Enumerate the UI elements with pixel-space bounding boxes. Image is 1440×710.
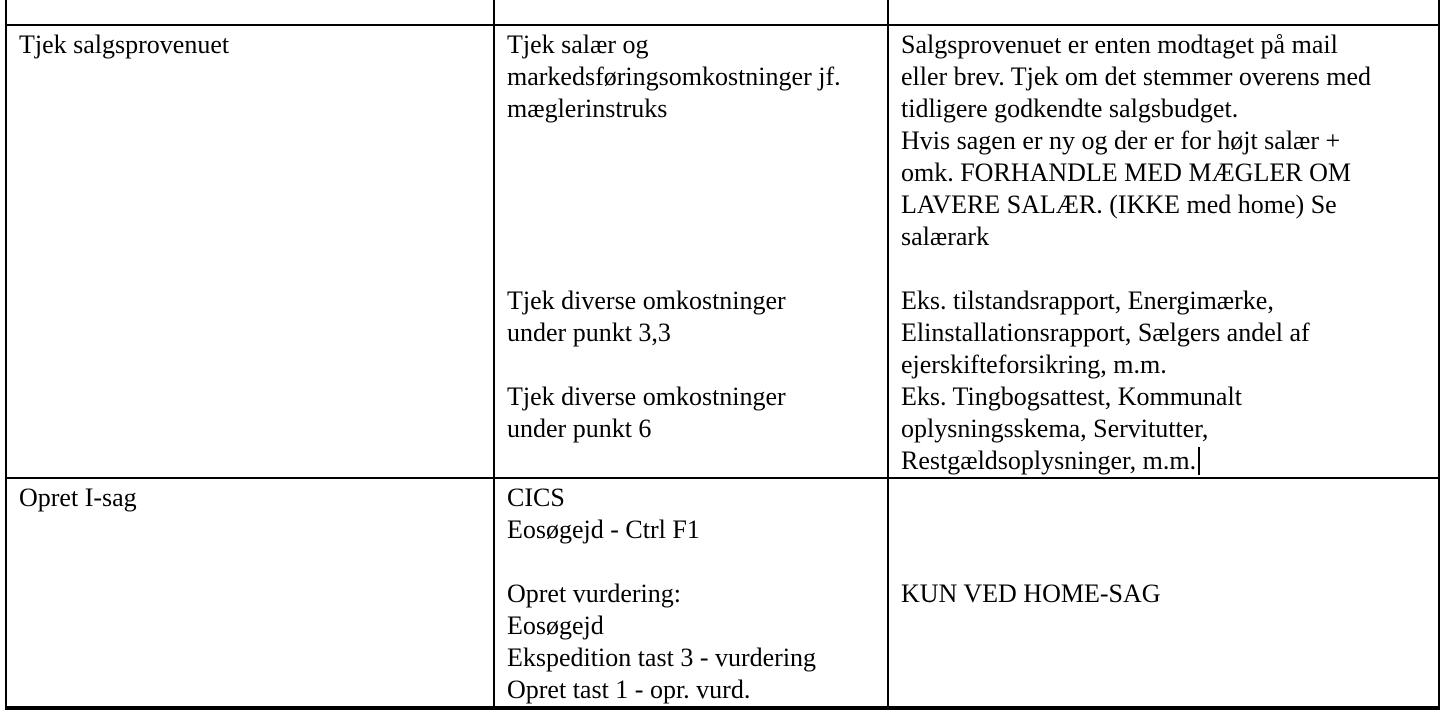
text-line: under punkt 6 xyxy=(507,414,652,443)
notes-cell-empty[interactable] xyxy=(888,0,1439,25)
text-line: markedsføringsomkostninger jf. xyxy=(507,62,841,91)
text-line: Elinstallationsrapport, Sælgers andel af xyxy=(901,318,1310,347)
text-line xyxy=(507,125,879,157)
text-line: salærark xyxy=(901,222,990,251)
text-line: mæglerinstruks xyxy=(507,94,668,123)
text-line xyxy=(507,253,879,285)
notes-cell-tjek-salgsprovenuet[interactable] xyxy=(888,25,1439,478)
text-line: Eks. Tingbogsattest, Kommunalt xyxy=(901,382,1242,411)
notes-cell-opret-i-sag[interactable] xyxy=(888,478,1439,708)
text-line: omk. FORHANDLE MED MÆGLER OM xyxy=(901,158,1351,187)
text-line xyxy=(901,253,1430,285)
text-line xyxy=(901,546,1430,578)
procedure-cell-tjek-salgsprovenuet[interactable] xyxy=(494,25,888,478)
text-line: Tjek salgsprovenuet xyxy=(19,30,230,59)
procedure-cell-empty[interactable] xyxy=(494,0,888,25)
text-line: Opret tast 1 - opr. vurd. xyxy=(507,675,751,704)
text-line: Tjek diverse omkostninger xyxy=(507,382,786,411)
text-line: Eosøgejd - Ctrl F1 xyxy=(507,515,700,544)
text-line: oplysningsskema, Servitutter, xyxy=(901,414,1209,443)
text-line: KUN VED HOME-SAG xyxy=(901,579,1161,608)
text-line: under punkt 3,3 xyxy=(507,318,671,347)
text-line: Ekspedition tast 3 - vurdering xyxy=(507,643,817,672)
table-row-partial-top xyxy=(6,0,1439,25)
table-row-tjek-salgsprovenuet xyxy=(6,25,1439,478)
text-line: Tjek diverse omkostninger xyxy=(507,286,786,315)
task-cell-opret-i-sag[interactable] xyxy=(6,478,494,708)
text-line xyxy=(507,157,879,189)
text-line xyxy=(507,546,879,578)
text-line: Hvis sagen er ny og der er for højt salær + xyxy=(901,126,1341,155)
text-line: Opret I-sag xyxy=(19,483,137,512)
text-line xyxy=(507,221,879,253)
task-cell-empty[interactable] xyxy=(6,0,494,25)
text-line: ejerskifteforsikring, m.m. xyxy=(901,350,1167,379)
text-line: Eosøgejd xyxy=(507,611,604,640)
text-line: tidligere godkendte salgsbudget. xyxy=(901,94,1239,123)
table-row-opret-i-sag xyxy=(6,478,1439,708)
text-line: Tjek salær og xyxy=(507,30,649,59)
text-line: Salgsprovenuet er enten modtaget på mail xyxy=(901,30,1338,59)
text-line: Opret vurdering: xyxy=(507,579,682,608)
text-line xyxy=(507,349,879,381)
text-line xyxy=(901,514,1430,546)
text-line: CICS xyxy=(507,483,565,512)
text-cursor xyxy=(1198,447,1200,475)
text-line: Restgældsoplysninger, m.m. xyxy=(901,445,1430,477)
text-line: eller brev. Tjek om det stemmer overens med xyxy=(901,62,1372,91)
text-line: LAVERE SALÆR. (IKKE med home) Se xyxy=(901,190,1337,219)
text-line: Eks. tilstandsrapport, Energimærke, xyxy=(901,286,1274,315)
task-cell-tjek-salgsprovenuet[interactable] xyxy=(6,25,494,478)
text-line xyxy=(901,482,1430,514)
procedure-cell-opret-i-sag[interactable] xyxy=(494,478,888,708)
checklist-table xyxy=(5,0,1440,710)
text-line xyxy=(507,189,879,221)
